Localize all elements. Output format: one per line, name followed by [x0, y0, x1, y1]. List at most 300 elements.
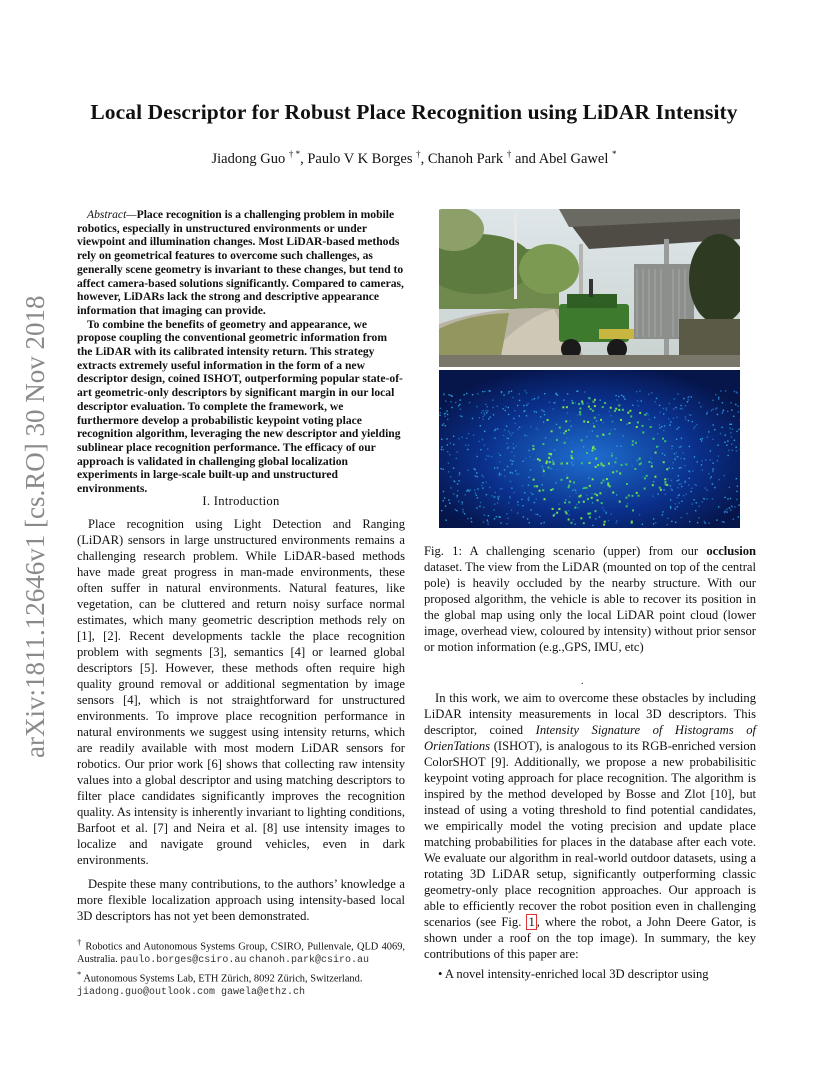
lidar-point	[662, 511, 663, 512]
lidar-point	[506, 443, 507, 444]
lidar-point	[500, 474, 501, 475]
body-paragraph	[424, 690, 756, 962]
lidar-point	[474, 489, 475, 490]
lidar-point	[544, 498, 546, 500]
lidar-point	[487, 520, 488, 521]
lidar-point	[568, 429, 570, 431]
lidar-point	[685, 416, 686, 417]
lidar-point	[487, 448, 488, 449]
lidar-point	[710, 450, 711, 451]
lidar-point	[506, 523, 507, 524]
lidar-point	[676, 428, 677, 429]
lidar-point	[662, 453, 663, 454]
lidar-point	[527, 499, 528, 500]
lidar-point	[625, 497, 627, 499]
lidar-point	[457, 495, 458, 496]
lidar-point	[729, 424, 730, 425]
lidar-point	[708, 522, 709, 523]
lidar-point	[602, 434, 604, 436]
lidar-point	[581, 462, 583, 464]
lidar-point	[574, 458, 575, 459]
lidar-point	[572, 464, 573, 465]
lidar-point	[738, 505, 739, 506]
lidar-point	[663, 461, 665, 463]
lidar-point	[493, 414, 494, 415]
lidar-point	[707, 412, 708, 413]
lidar-point	[714, 429, 715, 430]
lidar-point	[717, 445, 718, 446]
lidar-point	[484, 413, 485, 414]
lidar-point	[600, 463, 602, 465]
lidar-point	[607, 483, 609, 485]
lidar-point	[467, 518, 468, 519]
lidar-point	[616, 458, 617, 459]
lidar-point	[688, 396, 689, 397]
lidar-point	[663, 430, 664, 431]
lidar-point	[584, 391, 585, 392]
lidar-point	[539, 490, 541, 492]
lidar-point	[691, 396, 692, 397]
lidar-point	[589, 476, 590, 477]
lidar-point	[670, 421, 671, 422]
email-address: jiadong.guo@outlook.com gawela@ethz.ch	[77, 986, 306, 998]
lidar-point	[614, 461, 616, 463]
lidar-point	[483, 476, 484, 477]
lidar-point	[482, 416, 483, 417]
lidar-point	[498, 498, 499, 499]
lidar-point	[494, 438, 495, 439]
lidar-point	[670, 499, 671, 500]
lidar-point	[548, 457, 550, 459]
lidar-point	[671, 488, 672, 489]
body-text: , where the robot, a John Deere Gator, is shown under a roof on the top image). In summary, the key contributions of this paper are:	[424, 915, 756, 961]
lidar-point	[530, 492, 531, 493]
abstract-paragraph: To combine the benefits of geometry and appearance, we propose coupling the conventional geometric information from the LiDAR with its calibrated intensity return. This strategy extracts extremely useful information in the form of a new descriptor design, coined ISHOT, outperforming popular state-of-art geometric-only descriptors by significant margin in our local descriptor evaluation. To complete the framework, we furthermore develop a probabilistic keypoint voting place recognition algorithm, leveraging the new descriptor and yielding sublinear place recognition performance. The efficacy of our approach is validated in challenging global localization experiments in large-scale built-up and unstructured environments.	[77, 317, 403, 496]
lidar-point	[587, 498, 589, 500]
lidar-point	[480, 502, 481, 503]
lidar-point	[553, 402, 554, 403]
lidar-point	[468, 433, 469, 434]
lidar-point	[712, 439, 713, 440]
lidar-point	[493, 509, 494, 510]
lidar-point	[462, 437, 463, 438]
lidar-point	[683, 495, 684, 496]
lidar-point	[616, 446, 617, 447]
lidar-point	[609, 473, 610, 474]
lidar-point	[534, 411, 535, 412]
lidar-point	[596, 435, 598, 437]
lidar-point	[545, 437, 546, 438]
lidar-point	[644, 414, 646, 416]
lidar-point	[569, 481, 571, 483]
lidar-point	[632, 495, 634, 497]
lidar-point	[484, 431, 485, 432]
lidar-point	[487, 406, 488, 407]
lidar-point	[718, 506, 719, 507]
lidar-point	[485, 410, 486, 411]
lidar-point	[453, 468, 454, 469]
lidar-point	[499, 473, 500, 474]
lidar-point	[705, 459, 706, 460]
lidar-point	[519, 393, 520, 394]
lidar-point	[545, 462, 547, 464]
lidar-point	[660, 412, 661, 413]
lidar-point	[714, 487, 715, 488]
lidar-point	[677, 456, 678, 457]
lidar-point	[569, 442, 570, 443]
lidar-point	[508, 414, 509, 415]
lidar-point	[566, 406, 568, 408]
lidar-point	[677, 487, 678, 488]
figure-reference-link[interactable]: 1	[528, 915, 535, 929]
lidar-point	[493, 407, 494, 408]
lidar-point	[524, 390, 525, 391]
lidar-point	[536, 499, 537, 500]
lidar-point	[466, 393, 467, 394]
lidar-point	[644, 477, 646, 479]
lidar-point	[712, 468, 713, 469]
author-name: and Abel Gawel	[511, 150, 609, 167]
affiliation-text: Autonomous Systems Lab, ETH Zürich, 8092 Zürich, Switzerland.	[83, 973, 363, 985]
lidar-point	[593, 423, 594, 424]
lidar-point	[558, 504, 559, 505]
lidar-point	[673, 408, 674, 409]
lidar-point	[636, 426, 638, 428]
lidar-point	[632, 465, 633, 466]
lidar-point	[457, 451, 458, 452]
lidar-point	[542, 489, 544, 491]
lidar-point	[685, 494, 686, 495]
lidar-point	[572, 400, 573, 401]
lidar-point	[652, 496, 653, 497]
lidar-point	[681, 501, 682, 502]
lidar-point	[586, 452, 588, 454]
lidar-point	[701, 440, 702, 441]
lidar-point	[610, 415, 611, 416]
lidar-point	[544, 393, 545, 394]
lidar-point	[662, 438, 664, 440]
lidar-point	[626, 483, 628, 485]
lidar-point	[612, 421, 613, 422]
lidar-point	[592, 478, 594, 480]
lidar-point	[619, 473, 621, 475]
lidar-point	[453, 444, 454, 445]
arxiv-side-stamp	[6, 280, 56, 760]
lidar-point	[610, 407, 612, 409]
lidar-point	[603, 510, 604, 511]
lidar-point	[641, 400, 642, 401]
body-text: (ISHOT), is analogous to its RGB-enriched version ColorSHOT [9]. Additionally, we propose a new probabilisitic keypoint voting approach for place recognition. The algorithm is inspired by the method developed by Bosse and Zlot [10], but instead of using a voting threshold to find potential candidates, we empirically model the voting precision and update place matching probabilities for places in the database after each vote. We evaluate our algorithm in real-world outdoor datasets, using a rotating 3D LiDAR setup, significantly outperforming classic geometry-only place recognition approaches. Our approach is able to efficiently recover the robot position even in challenging scenarios (see Fig.	[424, 739, 756, 929]
lidar-point	[500, 488, 501, 489]
email-address: chanoh.park@csiro.au	[248, 955, 369, 967]
lidar-point	[637, 460, 638, 461]
lidar-point	[587, 421, 589, 423]
lidar-point	[471, 521, 472, 522]
lidar-point	[562, 406, 564, 408]
lidar-point	[612, 471, 614, 473]
lidar-point	[664, 481, 666, 483]
affiliation-text: Robotics and Autonomous Systems Group, CSIRO, Pullenvale, QLD 4069, Australia.	[77, 941, 405, 966]
lidar-point	[562, 442, 563, 443]
lidar-point	[589, 516, 591, 518]
lidar-point	[720, 390, 721, 391]
lidar-point	[736, 447, 737, 448]
lidar-point	[445, 413, 446, 414]
lidar-point	[568, 510, 569, 511]
lidar-point	[732, 506, 733, 507]
lidar-point	[583, 446, 584, 447]
lidar-point	[699, 402, 700, 403]
lidar-point	[717, 414, 718, 415]
lidar-point	[561, 462, 563, 464]
lidar-point	[702, 438, 703, 439]
lidar-point	[677, 480, 678, 481]
lidar-point	[676, 452, 677, 453]
lidar-point	[594, 399, 596, 401]
lidar-point	[504, 429, 505, 430]
lidar-point	[470, 518, 471, 519]
lidar-point	[624, 463, 625, 464]
lidar-point	[571, 522, 573, 524]
lidar-point	[717, 460, 718, 461]
lidar-point	[455, 402, 456, 403]
lidar-point	[718, 479, 719, 480]
lidar-point	[588, 406, 590, 408]
lidar-point	[727, 455, 728, 456]
lidar-point	[736, 478, 737, 479]
lidar-point	[510, 460, 511, 461]
lidar-point	[616, 399, 617, 400]
lidar-point	[566, 512, 568, 514]
lidar-point	[443, 491, 444, 492]
lidar-point	[663, 413, 664, 414]
lidar-point	[578, 501, 580, 503]
lidar-point	[664, 425, 665, 426]
lidar-point	[574, 524, 575, 525]
lidar-point	[500, 522, 501, 523]
lidar-point	[448, 394, 449, 395]
lidar-point	[532, 399, 533, 400]
lidar-point	[697, 461, 698, 462]
lidar-point	[573, 482, 575, 484]
lidar-point	[489, 487, 490, 488]
lidar-point	[564, 469, 565, 470]
lidar-point	[526, 415, 527, 416]
lidar-point	[461, 416, 462, 417]
lidar-point	[484, 414, 485, 415]
lidar-point	[681, 446, 682, 447]
lidar-point	[671, 446, 672, 447]
lidar-point	[642, 476, 643, 477]
lidar-point	[460, 415, 461, 416]
lidar-point	[573, 519, 574, 520]
lidar-point	[609, 433, 611, 435]
lidar-point	[666, 468, 668, 470]
lidar-point	[483, 418, 484, 419]
lidar-point	[629, 410, 631, 412]
lidar-point	[484, 391, 485, 392]
lidar-point	[513, 460, 514, 461]
lidar-point	[666, 409, 667, 410]
lidar-point	[511, 463, 512, 464]
lidar-point	[626, 424, 627, 425]
lidar-point	[571, 457, 573, 459]
lidar-point	[576, 492, 577, 493]
lidar-point	[572, 402, 574, 404]
lidar-point	[506, 437, 507, 438]
lidar-point	[509, 497, 510, 498]
lidar-point	[740, 420, 741, 421]
lidar-point	[677, 506, 678, 507]
lidar-point	[570, 420, 571, 421]
lidar-point	[594, 493, 596, 495]
lidar-point	[712, 483, 713, 484]
lidar-point	[591, 450, 593, 452]
lidar-point	[597, 464, 599, 466]
lidar-point	[565, 420, 567, 422]
lidar-point	[536, 428, 537, 429]
lidar-point	[621, 395, 622, 396]
lidar-point	[708, 431, 709, 432]
lidar-point	[678, 502, 679, 503]
lidar-point	[556, 439, 558, 441]
lidar-point	[588, 478, 589, 479]
lidar-point	[634, 468, 636, 470]
lidar-point	[570, 455, 572, 457]
lidar-point	[495, 492, 496, 493]
lidar-point	[465, 494, 466, 495]
lidar-point	[575, 449, 576, 450]
lidar-point	[543, 475, 544, 476]
lidar-point	[722, 521, 723, 522]
lidar-point	[576, 391, 577, 392]
lidar-point	[497, 497, 498, 498]
lidar-point	[583, 501, 585, 503]
lidar-point	[594, 405, 596, 407]
lidar-point	[587, 403, 588, 404]
lidar-point	[476, 472, 477, 473]
lidar-point	[659, 427, 660, 428]
lidar-point	[725, 435, 726, 436]
lidar-point	[592, 502, 593, 503]
lidar-point	[499, 461, 500, 462]
lidar-point	[635, 442, 637, 444]
lidar-point	[444, 416, 445, 417]
lidar-point	[616, 522, 617, 523]
lidar-point	[447, 451, 448, 452]
lidar-point	[555, 482, 556, 483]
lidar-point	[693, 428, 694, 429]
lidar-point	[567, 412, 568, 413]
lidar-point	[458, 405, 459, 406]
lidar-point	[543, 522, 544, 523]
lidar-point	[485, 481, 486, 482]
lidar-point	[586, 495, 587, 496]
lidar-point	[662, 514, 663, 515]
lidar-point	[549, 453, 551, 455]
lidar-point	[712, 463, 713, 464]
lidar-point	[568, 486, 570, 488]
lidar-point	[593, 426, 595, 428]
lidar-point	[543, 468, 544, 469]
lidar-point	[710, 478, 711, 479]
lidar-point	[734, 506, 735, 507]
lidar-point	[473, 434, 474, 435]
lidar-point	[701, 464, 702, 465]
lidar-point	[441, 449, 442, 450]
lidar-point	[638, 405, 639, 406]
lidar-point	[569, 496, 570, 497]
lidar-point	[445, 505, 446, 506]
lidar-point	[716, 519, 717, 520]
lidar-point	[454, 481, 455, 482]
lidar-point	[524, 492, 525, 493]
lidar-point	[712, 409, 713, 410]
lidar-point	[489, 390, 490, 391]
figure-photo-robot-under-roof	[439, 209, 740, 367]
lidar-point	[566, 474, 567, 475]
lidar-point	[484, 445, 485, 446]
lidar-point	[712, 400, 713, 401]
lidar-point	[567, 393, 568, 394]
lidar-point	[581, 401, 583, 403]
lidar-point	[456, 496, 457, 497]
lidar-point	[695, 484, 696, 485]
lidar-point	[642, 431, 644, 433]
lidar-point	[516, 474, 517, 475]
lidar-point	[571, 462, 572, 463]
body-paragraph: Place recognition using Light Detection and Ranging (LiDAR) sensors in large unstructured environments remains a challenging research problem. While LiDAR-based methods have made great progress in man-made environments, these often suffer in natural environments. Natural features, like vegetation, can be cluttered and return noisy surface normal estimates, which many geometric description methods rely on [1], [2]. Recent developments tackle the place recognition problem with segments [3], semantics [4] or learned global descriptors [5]. However, these methods often require high quality ground removal or additional segmentation by image sensors [4], which is not straightforward for unstructured environments. To improve place recognition performance in natural environments we suggest using intensity returns, which are readily available with most modern LiDAR sensors for robotics. Our prior work [6] shows that collecting raw intensity values into a global descriptor and using matching descriptors to filter place candidates significantly improves the recognition quality. As intensity is inherently invariant to lighting conditions, Barfoot et al. [7] and Neira et al. [8] use intensity images to localize and navigate ground vehicles, even in dark environments.	[77, 517, 405, 867]
lidar-point	[499, 496, 500, 497]
lidar-point	[449, 503, 450, 504]
lidar-point	[700, 439, 701, 440]
lidar-point	[479, 506, 480, 507]
lidar-point	[548, 467, 550, 469]
lidar-point	[619, 501, 621, 503]
lidar-point	[522, 461, 523, 462]
lidar-point	[602, 507, 603, 508]
lidar-point	[513, 447, 514, 448]
lidar-point	[482, 391, 483, 392]
abstract	[77, 208, 405, 496]
lidar-point	[579, 408, 581, 410]
lidar-point	[684, 458, 685, 459]
lidar-point	[663, 408, 664, 409]
lidar-point	[564, 442, 566, 444]
lidar-point	[665, 483, 667, 485]
lidar-point	[622, 409, 624, 411]
lidar-point	[483, 521, 484, 522]
lidar-point	[700, 406, 701, 407]
lidar-point	[647, 414, 648, 415]
lidar-point	[508, 431, 509, 432]
lidar-point	[455, 509, 456, 510]
lidar-point	[480, 425, 481, 426]
lidar-point	[556, 424, 557, 425]
lidar-point	[445, 401, 446, 402]
lidar-point	[563, 432, 565, 434]
lidar-point	[698, 517, 699, 518]
lidar-point	[557, 437, 558, 438]
lidar-point	[730, 510, 731, 511]
lidar-point	[552, 488, 554, 490]
lidar-point	[688, 470, 689, 471]
lidar-point	[591, 497, 593, 499]
lidar-point	[579, 411, 581, 413]
lidar-point	[648, 419, 649, 420]
lidar-point	[701, 460, 702, 461]
lidar-point	[482, 439, 483, 440]
